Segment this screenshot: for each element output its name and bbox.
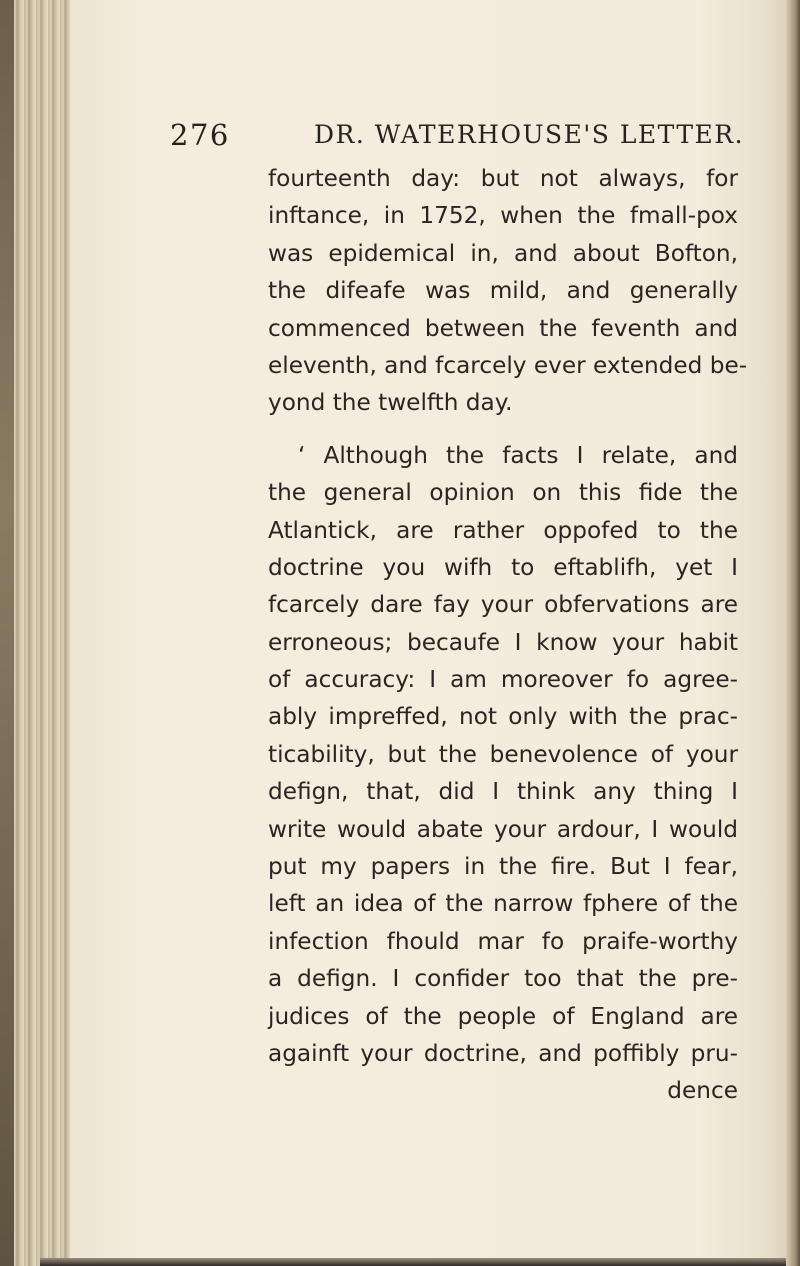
binding-shadow	[0, 0, 14, 1266]
text-line: of accuracy: I am moreover fo agree-	[268, 666, 738, 694]
page-right-edge	[786, 0, 800, 1266]
text-line: write would abate your ardour, I would	[268, 815, 738, 843]
text-line: left an idea of the narrow fphere of the	[268, 890, 738, 918]
text-line: ably impreffed, not only with the prac-	[268, 703, 738, 731]
text-line: fourteenth day: but not always, for	[268, 165, 738, 192]
text-line: againft your doctrine, and poffibly pru-	[268, 1039, 738, 1067]
text-line: Atlantick, are rather oppofed to the	[268, 516, 738, 544]
text-line: the difeafe was mild, and generally	[268, 277, 738, 305]
text-line: was epidemical in, and about Bofton,	[268, 239, 738, 267]
text-line: ticability, but the benevolence of your	[268, 740, 738, 768]
page-bottom-edge	[40, 1258, 786, 1266]
text-line: doctrine you wifh to eftablifh, yet I	[268, 553, 738, 581]
body-text	[268, 160, 748, 1110]
text-line: the general opinion on this fide the	[268, 479, 738, 507]
page-number: 276	[170, 118, 230, 152]
text-line: put my papers in the fire. But I fear,	[268, 853, 738, 881]
text-line: infection fhould mar fo praife-worthy	[268, 927, 738, 955]
paragraph	[268, 437, 738, 1073]
paragraph-gap	[268, 422, 738, 437]
text-line: fcarcely dare fay your obfervations are	[268, 591, 738, 619]
catchword: dence	[667, 1077, 738, 1105]
text-line: erroneous; becaufe I know your habit	[268, 628, 738, 656]
text-line: commenced between the feventh and	[268, 314, 738, 342]
text-line: defign, that, did I think any thing I	[268, 778, 738, 806]
paragraph	[268, 160, 748, 422]
running-title: DR. WATERHOUSE'S LETTER.	[314, 120, 745, 149]
text-line: inftance, in 1752, when the fmall-pox	[268, 202, 738, 230]
text-line: a defign. I confider too that the pre-	[268, 965, 738, 993]
text-line: yond the twelfth day.	[268, 389, 513, 417]
text-line: judices of the people of England are	[268, 1002, 738, 1030]
text-line: eleventh, and fcarcely ever extended be-	[268, 351, 748, 379]
text-line: ‘ Although the facts I relate, and	[298, 441, 738, 469]
